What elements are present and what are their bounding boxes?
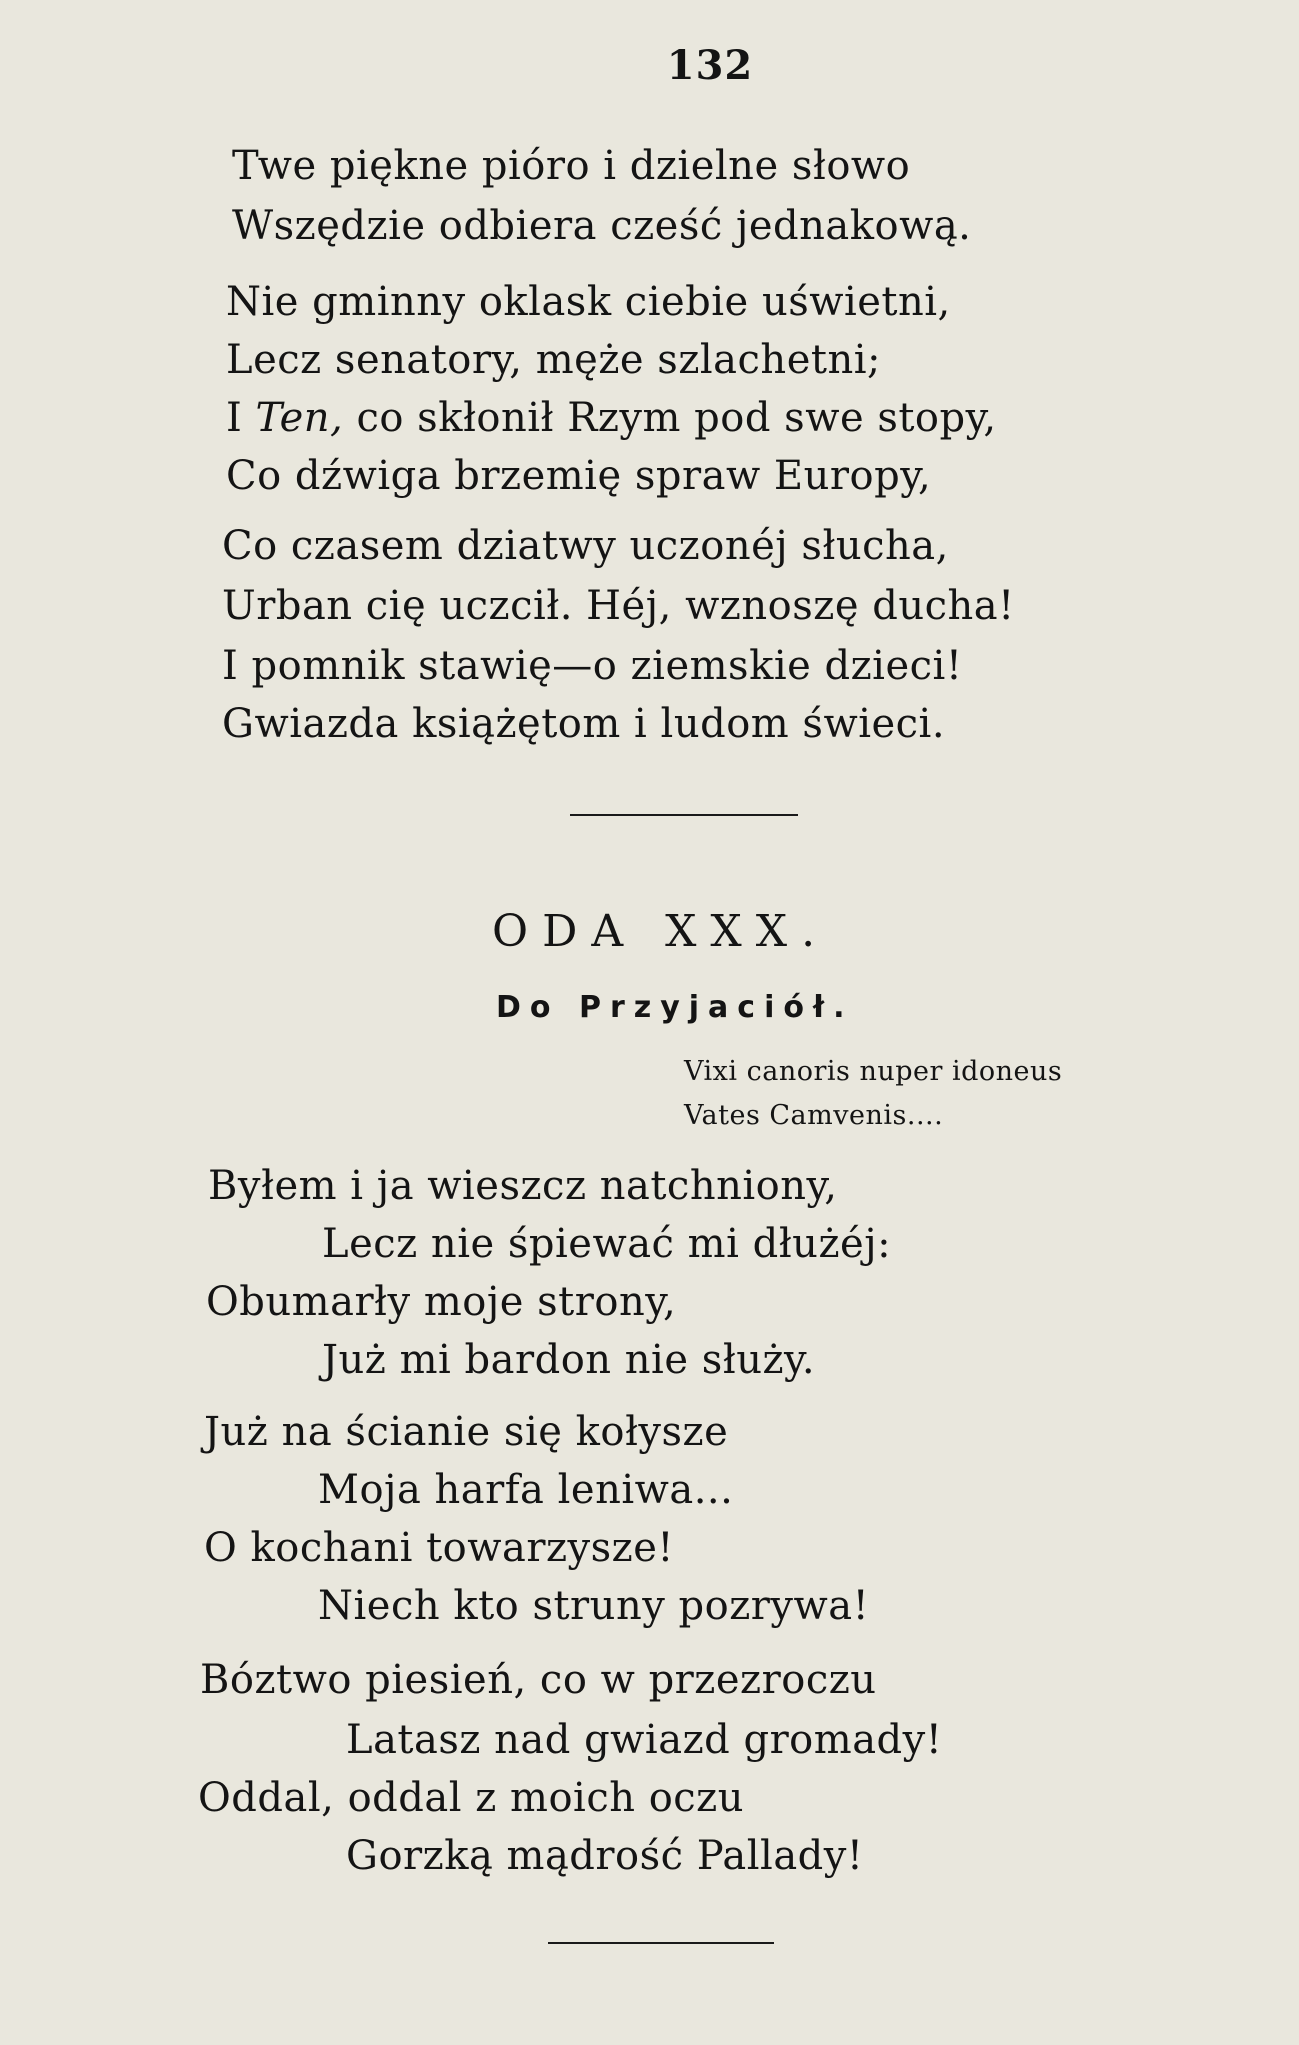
verse-line: Gorzką mądrość Pallady! (346, 1833, 864, 1879)
verse-line: Twe piękne pióro i dzielne słowo (232, 143, 911, 189)
verse-line: Już mi bardon nie służy. (322, 1337, 816, 1383)
verse-line: Latasz nad gwiazd gromady! (346, 1717, 943, 1763)
page-number: 132 (666, 42, 754, 89)
verse-word-italic: Ten, (255, 395, 344, 441)
verse-line: Lecz senatory, męże szlachetni; (226, 337, 881, 383)
verse-line: O kochani towarzysze! (204, 1525, 674, 1571)
verse-text: co skłonił Rzym pod swe stopy, (356, 395, 997, 441)
verse-line: Bóztwo piesień, co w przezroczu (200, 1657, 877, 1703)
verse-line: Gwiazda książętom i ludom świeci. (222, 701, 946, 747)
verse-line: Niech kto struny pozrywa! (318, 1583, 870, 1629)
verse-line: Urban cię uczcił. Héj, wznoszę ducha! (222, 583, 1015, 629)
ode-title: ODA XXX. (492, 906, 830, 957)
verse-line: Moja harfa leniwa... (318, 1467, 734, 1513)
verse-line: Byłem i ja wieszcz natchniony, (208, 1163, 838, 1209)
verse-line: Obumarły moje strony, (206, 1279, 677, 1325)
verse-line: Wszędzie odbiera cześć jednakową. (232, 203, 972, 249)
section-divider (570, 814, 798, 816)
verse-line: Nie gminny oklask ciebie uświetni, (226, 279, 951, 325)
epigraph-line: Vates Camvenis.... (684, 1100, 944, 1131)
epigraph-line: Vixi canoris nuper idoneus (684, 1056, 1063, 1087)
section-divider (548, 1942, 774, 1944)
verse-word: I (226, 395, 243, 441)
verse-line: I pomnik stawię—o ziemskie dzieci! (222, 643, 963, 689)
verse-line: Oddal, oddal z moich oczu (198, 1775, 745, 1821)
verse-line: Lecz nie śpiewać mi dłużéj: (322, 1221, 892, 1267)
verse-line-with-italic (226, 395, 997, 441)
verse-line: Już na ścianie się kołysze (204, 1409, 729, 1455)
verse-line: Co dźwiga brzemię spraw Europy, (226, 453, 932, 499)
verse-line: Co czasem dziatwy uczonéj słucha, (222, 523, 949, 569)
ode-subtitle: Do Przyjaciół. (496, 990, 854, 1025)
